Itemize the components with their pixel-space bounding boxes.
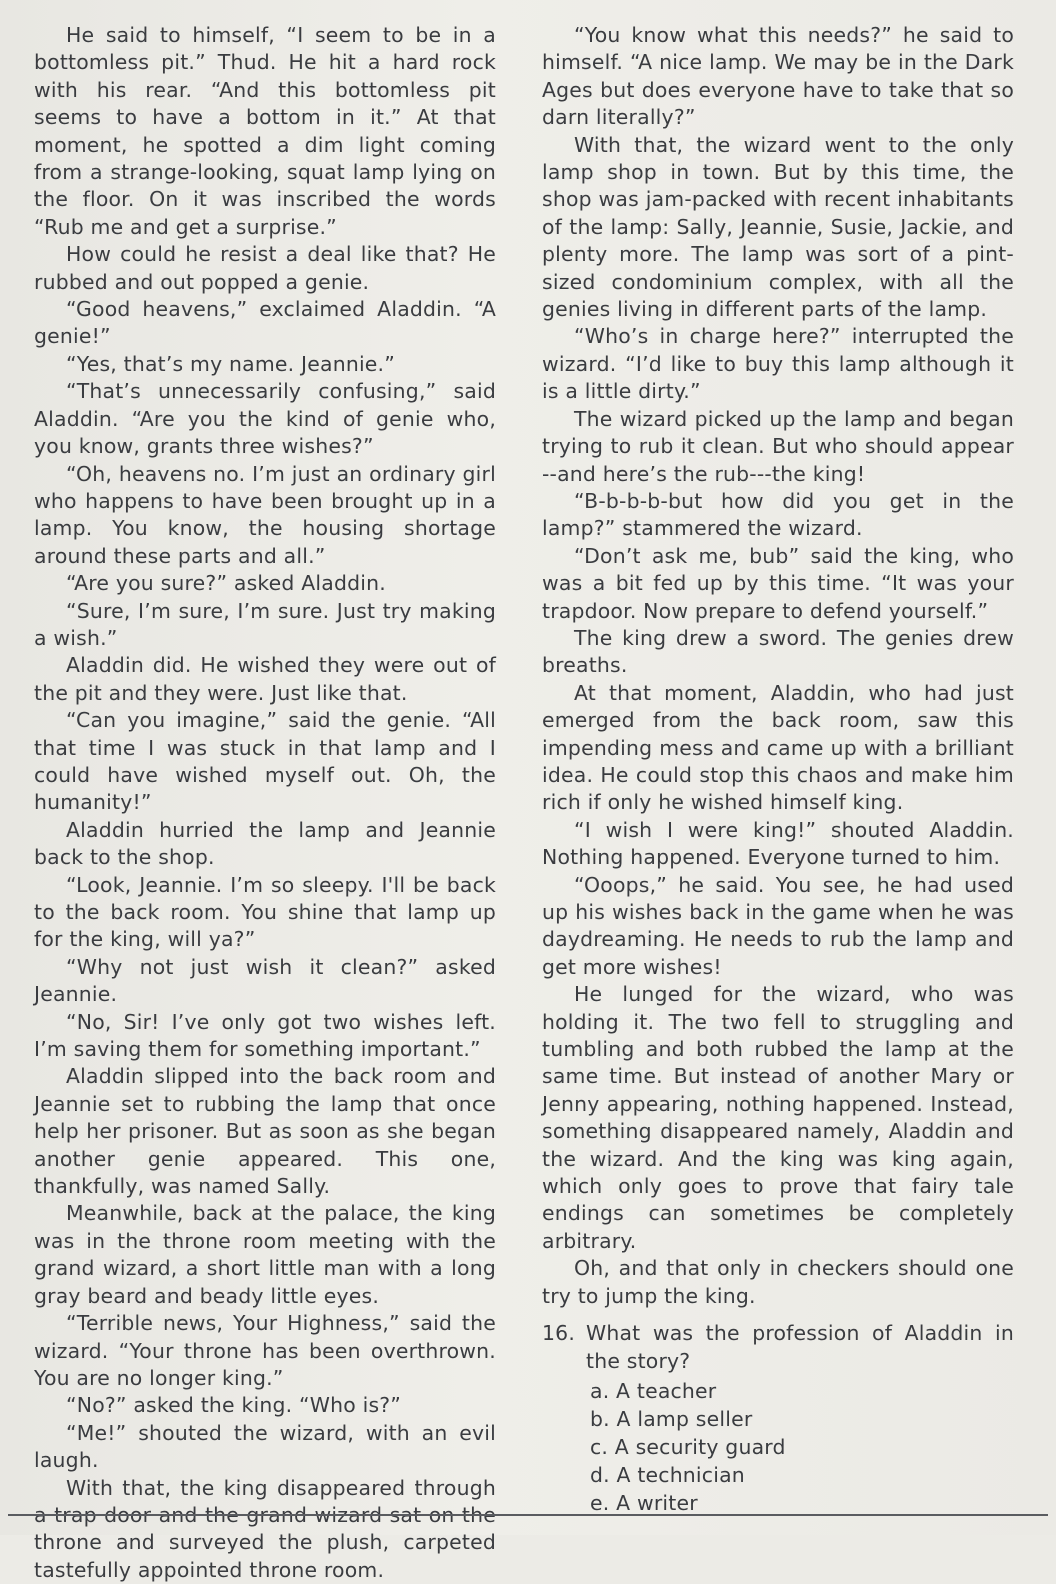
paragraph: Aladdin did. He wished they were out of the pit and they were. Just like that. [34, 653, 496, 705]
answer-options [590, 1377, 1014, 1517]
question-16 [542, 1320, 1014, 1517]
paragraph: The king drew a sword. The genies drew breaths. [542, 625, 1014, 678]
paragraph: “No?” asked the king. “Who is?” [66, 1393, 402, 1418]
paragraph: “Why not just wish it clean?” asked Jeannie. [34, 954, 496, 1007]
paragraph: He lunged for the wizard, who was holding it. The two fell to struggling and tumbling and both rubbed the lamp at the same time. But instead of another Mary or Jenny appearing, nothing happened. Instead, something disappeared namely, Aladdin and the wizard. And the king was king again, which only goes to prove that fairy tale endings can sometimes be completely arbitrary. [542, 982, 1014, 1253]
option-e: e. A writer [590, 1490, 698, 1515]
option-a: a. A teacher [590, 1378, 717, 1403]
paragraph: Oh, and that only in checkers should one try to jump the king. [542, 1256, 1014, 1308]
paragraph: How could he resist a deal like that? He rubbed and out popped a genie. [34, 242, 496, 294]
paragraph: The wizard picked up the lamp and began trying to rub it clean. But who should appear --and here’s the rub---the king! [542, 406, 1014, 486]
paragraph: With that, the king disappeared through a trap door and the grand wizard sat on the throne and surveyed the plush, carpeted tastefully appointed throne room. [34, 1475, 496, 1582]
question-text: What was the profession of Aladdin in the story? [586, 1321, 1014, 1373]
option-c: c. A security guard [590, 1434, 786, 1459]
paragraph: Aladdin slipped into the back room and Jeannie set to rubbing the lamp that once help her prisoner. But as soon as she began another genie appeared. This one, thankfully, was named Sally. [34, 1064, 496, 1199]
left-column [34, 22, 496, 1584]
option-b: b. A lamp seller [590, 1406, 753, 1431]
question-number: 16. [542, 1321, 576, 1346]
paragraph: “Terrible news, Your Highness,” said the wizard. “Your throne has been overthrown. You are no longer king.” [34, 1311, 496, 1390]
paragraph: “No, Sir! I’ve only got two wishes left. I’m saving them for something important.” [34, 1009, 496, 1062]
paragraph: “Me!” shouted the wizard, with an evil laugh. [34, 1420, 496, 1473]
paragraph: “I wish I were king!” shouted Aladdin. Nothing happened. Everyone turned to him. [542, 817, 1014, 870]
paragraph: “Oh, heavens no. I’m just an ordinary girl who happens to have been brought up in a lamp. You know, the housing shortage around these parts and all.” [34, 461, 496, 568]
paragraph: Meanwhile, back at the palace, the king was in the throne room meeting with the grand wizard, a short little man with a long gray beard and beady little eyes. [34, 1201, 496, 1308]
paragraph: “That’s unnecessarily confusing,” said Aladdin. “Are you the kind of genie who, you know, grants three wishes?” [34, 379, 496, 459]
paragraph: “Good heavens,” exclaimed Aladdin. “A genie!” [34, 297, 496, 349]
paragraph: “Yes, that’s my name. Jeannie.” [66, 351, 395, 376]
paragraph: “You know what this needs?” he said to himself. “A nice lamp. We may be in the Dark Ages but does everyone have to take that so darn literally?” [542, 23, 1014, 130]
paragraph: “B-b-b-b-but how did you get in the lamp?” stammered the wizard. [542, 488, 1014, 541]
paragraph: With that, the wizard went to the only lamp shop in town. But by this time, the shop was jam-packed with recent inhabitants of the lamp: Sally, Jeannie, Susie, Jackie, and plenty more. The lamp was sort of a pint-sized condominium complex, with all the genies living in different parts of the lamp. [542, 132, 1014, 322]
paragraph: He said to himself, “I seem to be in a bottomless pit.” Thud. He hit a hard rock with his rear. “And this bottomless pit seems to have a bottom in it.” At that moment, he spotted a dim light coming from a strange-looking, squat lamp lying on the floor. On it was inscribed the words “Rub me and get a surprise.” [34, 23, 496, 239]
right-column [542, 22, 1014, 1517]
question-stem [542, 1320, 1014, 1375]
paragraph: “Who’s in charge here?” interrupted the wizard. “I’d like to buy this lamp although it is a little dirty.” [542, 324, 1014, 404]
paragraph: “Are you sure?” asked Aladdin. [66, 571, 386, 596]
paragraph: “Sure, I’m sure, I’m sure. Just try making a wish.” [34, 598, 496, 650]
paragraph: Aladdin hurried the lamp and Jeannie back to the shop. [34, 817, 496, 870]
option-d: d. A technician [590, 1462, 745, 1487]
bottom-rule [8, 1514, 1048, 1516]
paragraph: At that moment, Aladdin, who had just emerged from the back room, saw this impending mess and came up with a brilliant idea. He could stop this chaos and make him rich if only he wished himself king. [542, 680, 1014, 815]
paragraph: “Can you imagine,” said the genie. “All that time I was stuck in that lamp and I could have wished myself out. Oh, the humanity!” [34, 708, 496, 815]
paragraph: “Ooops,” he said. You see, he had used up his wishes back in the game when he was daydreaming. He needs to rub the lamp and get more wishes! [542, 872, 1014, 979]
paragraph: “Don’t ask me, bub” said the king, who was a bit fed up by this time. “It was your trapdoor. Now prepare to defend yourself.” [542, 543, 1014, 623]
paragraph: “Look, Jeannie. I’m so sleepy. I'll be back to the back room. You shine that lamp up for the king, will ya?” [34, 872, 496, 952]
